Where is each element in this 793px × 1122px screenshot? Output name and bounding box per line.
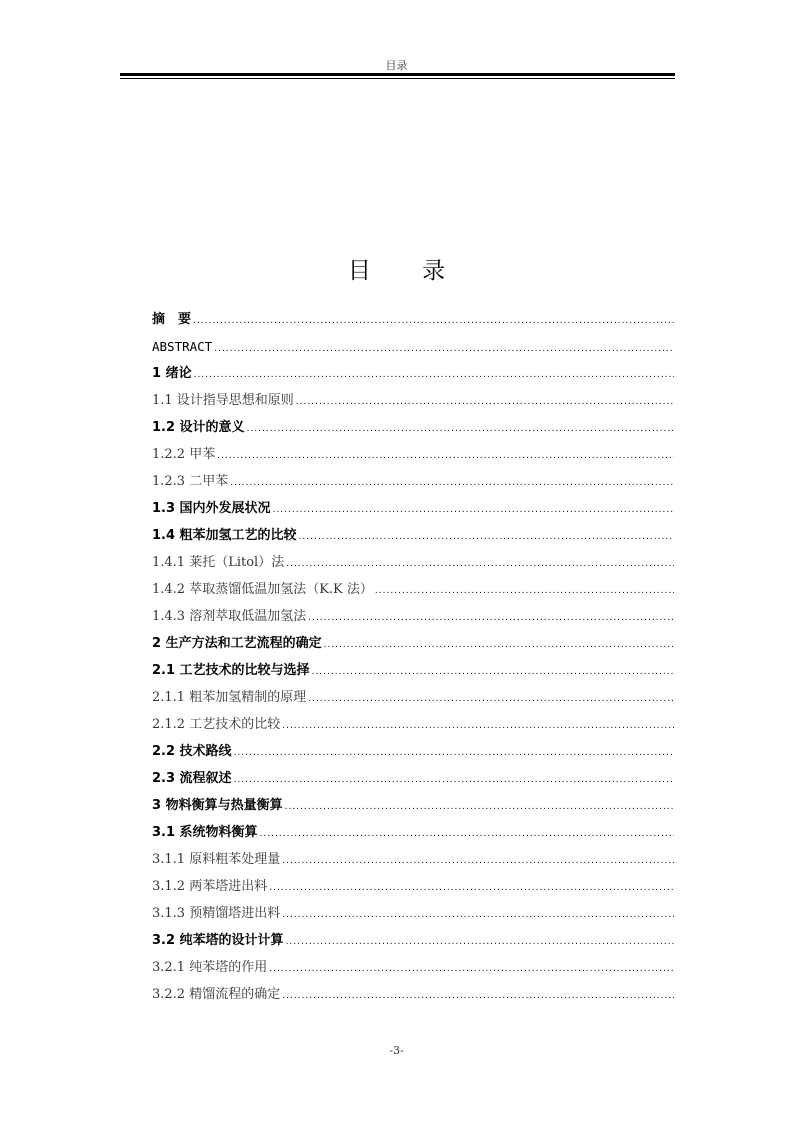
table-of-contents [152,306,674,1008]
toc-dot-leader [296,389,674,416]
toc-dot-leader [273,497,674,524]
toc-dot-leader [282,902,674,929]
toc-entry[interactable] [152,711,674,738]
toc-entry-label: 1.1 设计指导思想和原则 [152,393,294,408]
toc-entry-label: 3.2 纯苯塔的设计计算 [152,933,284,948]
running-header: 目录 [385,59,408,72]
toc-entry[interactable] [152,927,674,954]
toc-dot-leader [286,929,674,956]
toc-dot-leader [217,443,674,470]
toc-dot-leader [299,524,674,551]
toc-dot-leader [282,713,674,740]
toc-dot-leader [308,686,674,713]
toc-entry-label: 3.2.1 纯苯塔的作用 [152,960,268,975]
toc-entry[interactable] [152,387,674,414]
toc-entry-label: 1.2 设计的意义 [152,420,245,435]
toc-entry-label: 2 生产方法和工艺流程的确定 [152,636,322,651]
toc-dot-leader [308,605,674,632]
toc-entry[interactable] [152,495,674,522]
toc-entry[interactable] [152,576,674,603]
toc-entry-label: ABSTRACT [152,339,213,354]
header-rule-thin [120,78,675,79]
toc-entry[interactable] [152,792,674,819]
toc-dot-leader [324,632,674,659]
toc-entry-label: 3.1.2 两苯塔进出料 [152,879,268,894]
toc-entry[interactable] [152,522,674,549]
toc-dot-leader [286,551,674,578]
toc-entry-label: 2.1.2 工艺技术的比较 [152,717,281,732]
toc-entry-label: 3.1.1 原料粗苯处理量 [152,852,281,867]
toc-dot-leader [230,470,674,497]
header-rule-thick [120,73,675,76]
toc-dot-leader [269,956,674,983]
toc-entry-label: 1.4.2 萃取蒸馏低温加氢法（K.K 法） [152,582,373,597]
toc-entry-label: 3.2.2 精馏流程的确定 [152,987,281,1002]
toc-dot-leader [234,767,674,794]
toc-entry-label: 1.3 国内外发展状况 [152,501,271,516]
toc-entry[interactable] [152,603,674,630]
toc-entry[interactable] [152,765,674,792]
toc-dot-leader [234,740,674,767]
toc-entry-label: 摘 要 [152,312,192,327]
toc-dot-leader [194,362,674,389]
toc-entry-label: 3.1.3 预精馏塔进出料 [152,906,281,921]
toc-entry-label: 3.1 系统物料衡算 [152,825,258,840]
toc-entry-label: 1.4.1 莱托（Litol）法 [152,555,285,570]
toc-entry[interactable] [152,414,674,441]
toc-dot-leader [375,578,674,605]
toc-entry-label: 1 绪论 [152,366,192,381]
toc-entry-label: 2.1 工艺技术的比较与选择 [152,663,310,678]
page-number: -3- [389,1044,404,1057]
toc-entry-label: 2.2 技术路线 [152,744,232,759]
page-title: 目 录 [347,258,468,284]
toc-entry[interactable] [152,846,674,873]
toc-dot-leader [214,336,674,363]
toc-entry-label: 1.4.3 溶剂萃取低温加氢法 [152,609,307,624]
toc-dot-leader [269,875,674,902]
toc-entry[interactable] [152,873,674,900]
toc-entry[interactable] [152,954,674,981]
toc-dot-leader [282,848,674,875]
toc-entry[interactable] [152,981,674,1008]
toc-entry-label: 1.4 粗苯加氢工艺的比较 [152,528,297,543]
toc-entry[interactable] [152,333,674,360]
toc-dot-leader [312,659,674,686]
toc-dot-leader [247,416,674,443]
toc-entry-label: 1.2.3 二甲苯 [152,474,229,489]
toc-entry[interactable] [152,900,674,927]
toc-dot-leader [285,794,674,821]
toc-entry[interactable] [152,549,674,576]
toc-entry[interactable] [152,684,674,711]
toc-entry[interactable] [152,360,674,387]
toc-entry[interactable] [152,819,674,846]
toc-entry[interactable] [152,468,674,495]
toc-entry-label: 1.2.2 甲苯 [152,447,216,462]
toc-entry-label: 2.3 流程叙述 [152,771,232,786]
toc-entry[interactable] [152,306,674,333]
toc-dot-leader [193,308,674,335]
toc-entry[interactable] [152,630,674,657]
toc-entry-label: 3 物料衡算与热量衡算 [152,798,283,813]
toc-entry[interactable] [152,441,674,468]
toc-dot-leader [282,983,674,1010]
toc-entry[interactable] [152,738,674,765]
toc-entry[interactable] [152,657,674,684]
toc-entry-label: 2.1.1 粗苯加氢精制的原理 [152,690,307,705]
toc-dot-leader [260,821,674,848]
